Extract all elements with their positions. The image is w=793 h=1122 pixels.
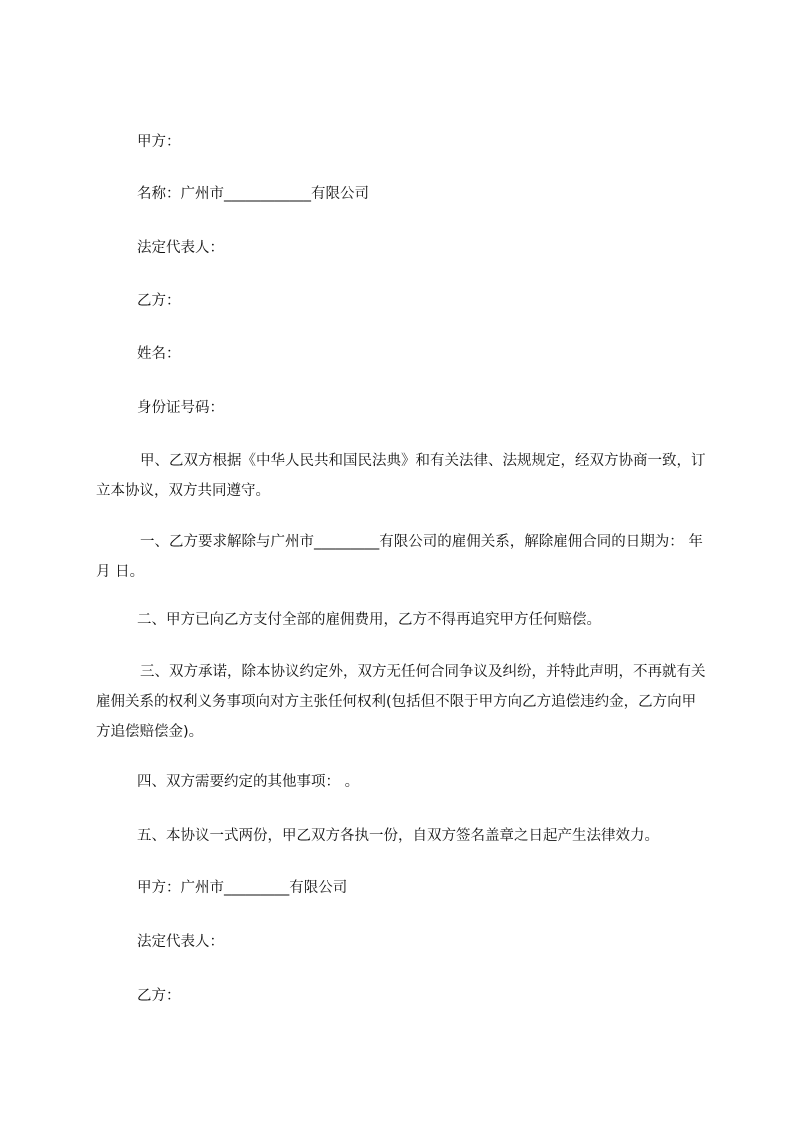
clause-2-paragraph: 二、甲方已向乙方支付全部的雇佣费用，乙方不得再追究甲方任何赔偿。 <box>137 612 601 628</box>
signature-legal-representative-label: 法定代表人： <box>137 934 224 950</box>
signature-party-a-blank: _________ <box>224 880 290 896</box>
company-name-blank: ____________ <box>224 186 311 202</box>
clause-3-paragraph: 三、双方承诺，除本协议约定外，双方无任何合同争议及纠纷，并特此声明，不再就有关雇佣关系的权利义务事项向对方主张任何权利(包括但不限于甲方向乙方追偿违约金，乙方向甲方追偿赔偿金)。 <box>96 664 706 740</box>
company-name-suffix: 有限公司 <box>311 186 369 202</box>
id-number-label: 身份证号码： <box>137 400 224 416</box>
intro-paragraph: 甲、乙双方根据《中华人民共和国民法典》和有关法律、法规规定，经双方协商一致，订立本协议，双方共同遵守。 <box>96 453 706 499</box>
clause-1-paragraph <box>96 527 708 587</box>
clause-1-suffix: 有限公司的雇佣关系，解除雇佣合同的日期为： 年 月 日。 <box>96 534 703 580</box>
clause-1-blank: _________ <box>314 534 380 550</box>
clause-1-prefix: 一、乙方要求解除与广州市 <box>140 534 314 550</box>
legal-representative-label: 法定代表人： <box>137 240 224 256</box>
party-a-label: 甲方： <box>137 134 181 150</box>
name-label: 姓名： <box>137 346 181 362</box>
clause-5-paragraph: 五、本协议一式两份，甲乙双方各执一份，自双方签名盖章之日起产生法律效力。 <box>137 828 659 844</box>
clause-4-paragraph: 四、双方需要约定的其他事项： 。 <box>137 774 360 790</box>
signature-party-a-line <box>137 878 347 898</box>
signature-party-a-prefix: 甲方：广州市 <box>137 880 224 896</box>
signature-party-a-suffix: 有限公司 <box>289 880 348 896</box>
signature-party-b-label: 乙方： <box>137 988 181 1004</box>
party-b-label: 乙方： <box>137 293 181 309</box>
company-name-line <box>137 184 369 204</box>
company-name-label: 名称：广州市 <box>137 186 224 202</box>
